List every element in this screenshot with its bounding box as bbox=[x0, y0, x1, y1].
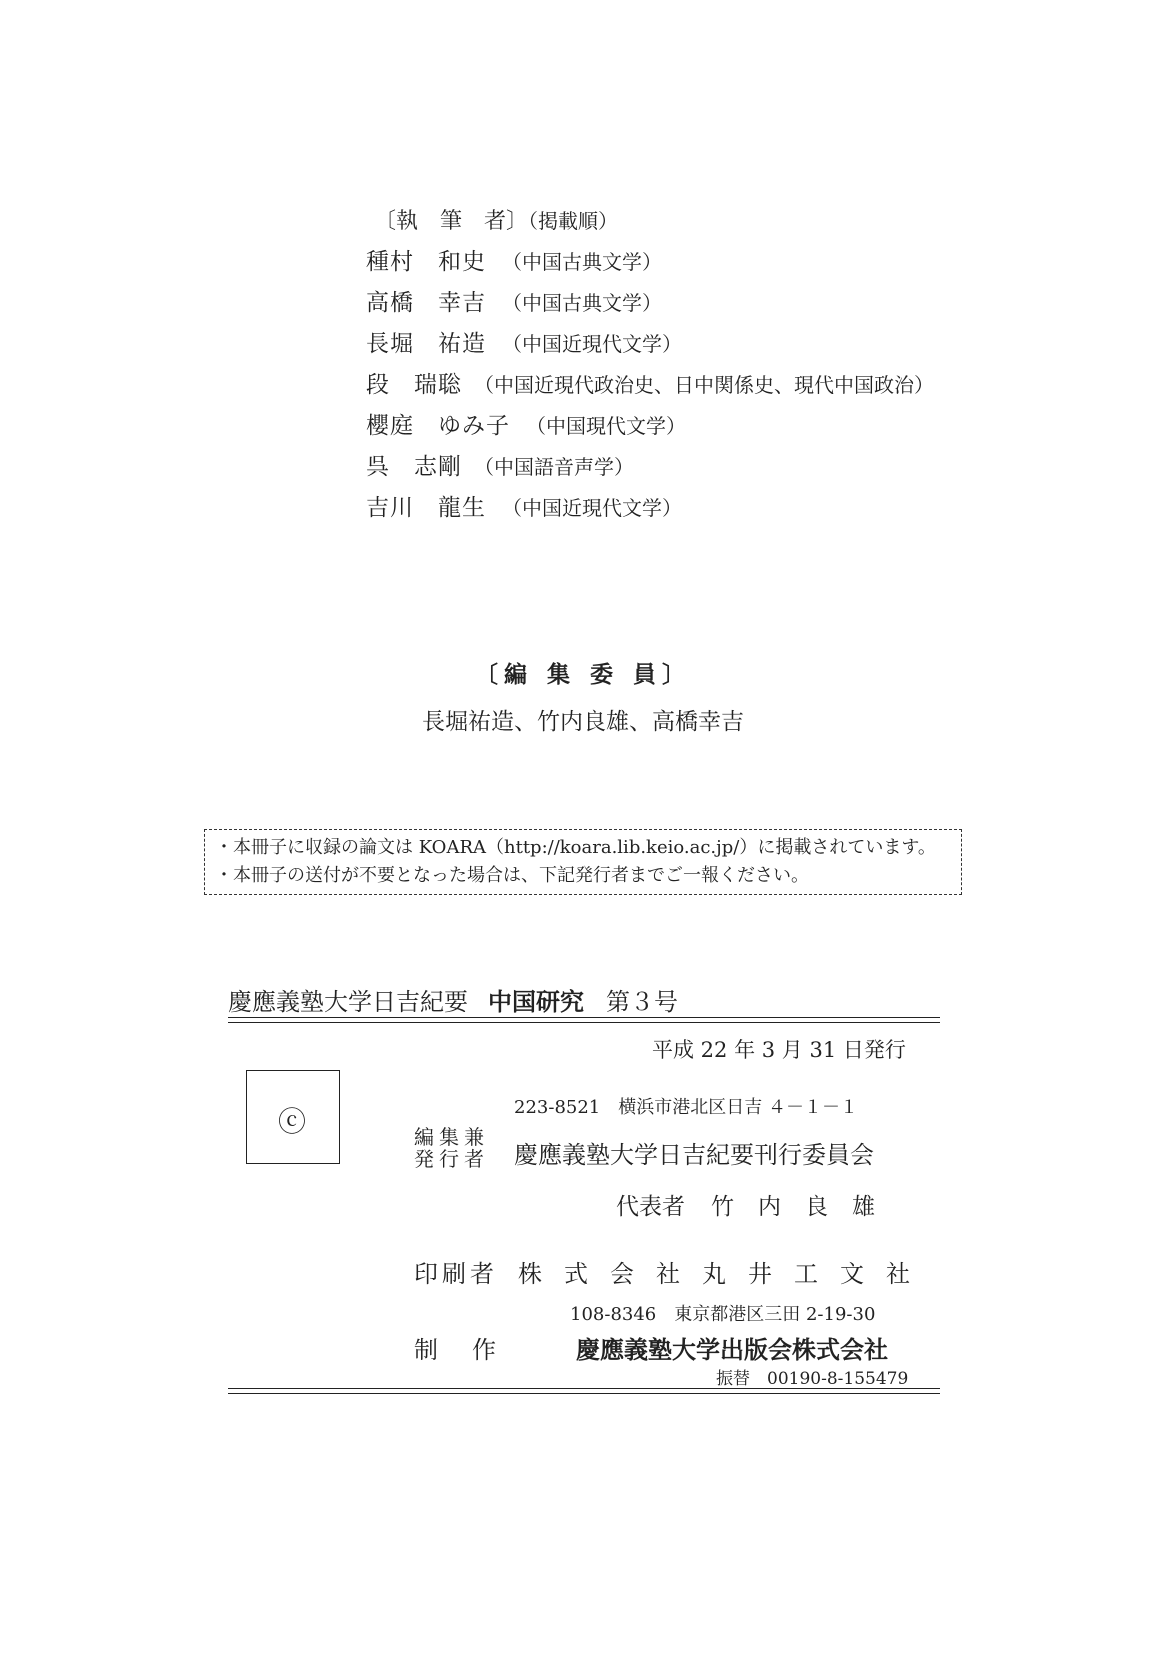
top-double-rule bbox=[228, 1017, 940, 1023]
author-row bbox=[366, 448, 634, 488]
representative-label: 代表者 bbox=[616, 1194, 685, 1220]
author-field: （中国語音声学） bbox=[474, 455, 634, 479]
author-name: 吉川 龍生 bbox=[366, 495, 486, 521]
notice-line: ・本冊子に収録の論文は KOARA（http://koara.lib.keio.ac.jp/）に掲載されています。 bbox=[215, 837, 936, 858]
author-name: 高橋 幸吉 bbox=[366, 290, 486, 316]
author-field: （中国近現代政治史、日中関係史、現代中国政治） bbox=[474, 373, 934, 397]
publication-date: 平成 22 年 3 月 31 日発行 bbox=[652, 1038, 906, 1062]
transfer-account: 振替 00190-8-155479 bbox=[716, 1369, 909, 1389]
author-row bbox=[366, 325, 682, 365]
committee-members: 長堀祐造、竹内良雄、高橋幸吉 bbox=[422, 709, 744, 735]
producer-address: 108-8346 東京都港区三田 2-19-30 bbox=[570, 1304, 876, 1325]
author-row bbox=[366, 407, 686, 447]
printer bbox=[414, 1254, 932, 1289]
representative-name: 竹内良雄 bbox=[711, 1194, 899, 1220]
producer-label: 制作 bbox=[414, 1336, 530, 1364]
author-name: 呉 志剛 bbox=[366, 454, 462, 480]
author-name: 櫻庭 ゆみ子 bbox=[366, 413, 510, 439]
journal-name: 中国研究 bbox=[488, 987, 584, 1016]
author-field: （中国近現代文学） bbox=[502, 332, 682, 356]
notice-box bbox=[204, 829, 962, 895]
editor-address: 223-8521 横浜市港北区日吉 ４－１－１ bbox=[514, 1097, 858, 1118]
producer-name: 慶應義塾大学出版会株式会社 bbox=[576, 1335, 888, 1364]
author-field: （中国古典文学） bbox=[502, 250, 662, 274]
representative bbox=[616, 1188, 899, 1221]
editor-label bbox=[414, 1126, 489, 1170]
authors-heading-title: 〔執 筆 者〕 bbox=[374, 209, 529, 234]
author-field: （中国近現代文学） bbox=[502, 496, 682, 520]
colophon-title bbox=[228, 982, 678, 1017]
author-row bbox=[366, 366, 934, 406]
author-field: （中国古典文学） bbox=[502, 291, 662, 315]
author-name: 段 瑞聡 bbox=[366, 372, 462, 398]
issue-number: 第３号 bbox=[606, 988, 678, 1016]
authors-heading-note: （掲載順） bbox=[528, 209, 619, 233]
author-row bbox=[366, 489, 682, 529]
bottom-double-rule bbox=[228, 1388, 940, 1394]
copyright-symbol: ⓒ bbox=[278, 1105, 307, 1138]
author-name: 長堀 祐造 bbox=[366, 331, 486, 357]
author-row bbox=[366, 284, 662, 324]
printer-label: 印刷者 bbox=[414, 1260, 498, 1288]
committee-heading: 〔編 集 委 員〕 bbox=[474, 661, 692, 688]
author-name: 種村 和史 bbox=[366, 249, 486, 275]
series-name: 慶應義塾大学日吉紀要 bbox=[228, 988, 468, 1016]
author-row bbox=[366, 243, 662, 283]
editor-organization: 慶應義塾大学日吉紀要刊行委員会 bbox=[514, 1141, 874, 1169]
editor-label-line: 編集兼 bbox=[414, 1125, 489, 1149]
authors-heading bbox=[374, 204, 618, 235]
editor-label-line: 発行者 bbox=[414, 1147, 489, 1171]
notice-line: ・本冊子の送付が不要となった場合は、下記発行者までご一報ください。 bbox=[215, 865, 809, 886]
printer-name: 株式会社丸井工文社 bbox=[518, 1260, 932, 1288]
author-field: （中国現代文学） bbox=[526, 414, 686, 438]
